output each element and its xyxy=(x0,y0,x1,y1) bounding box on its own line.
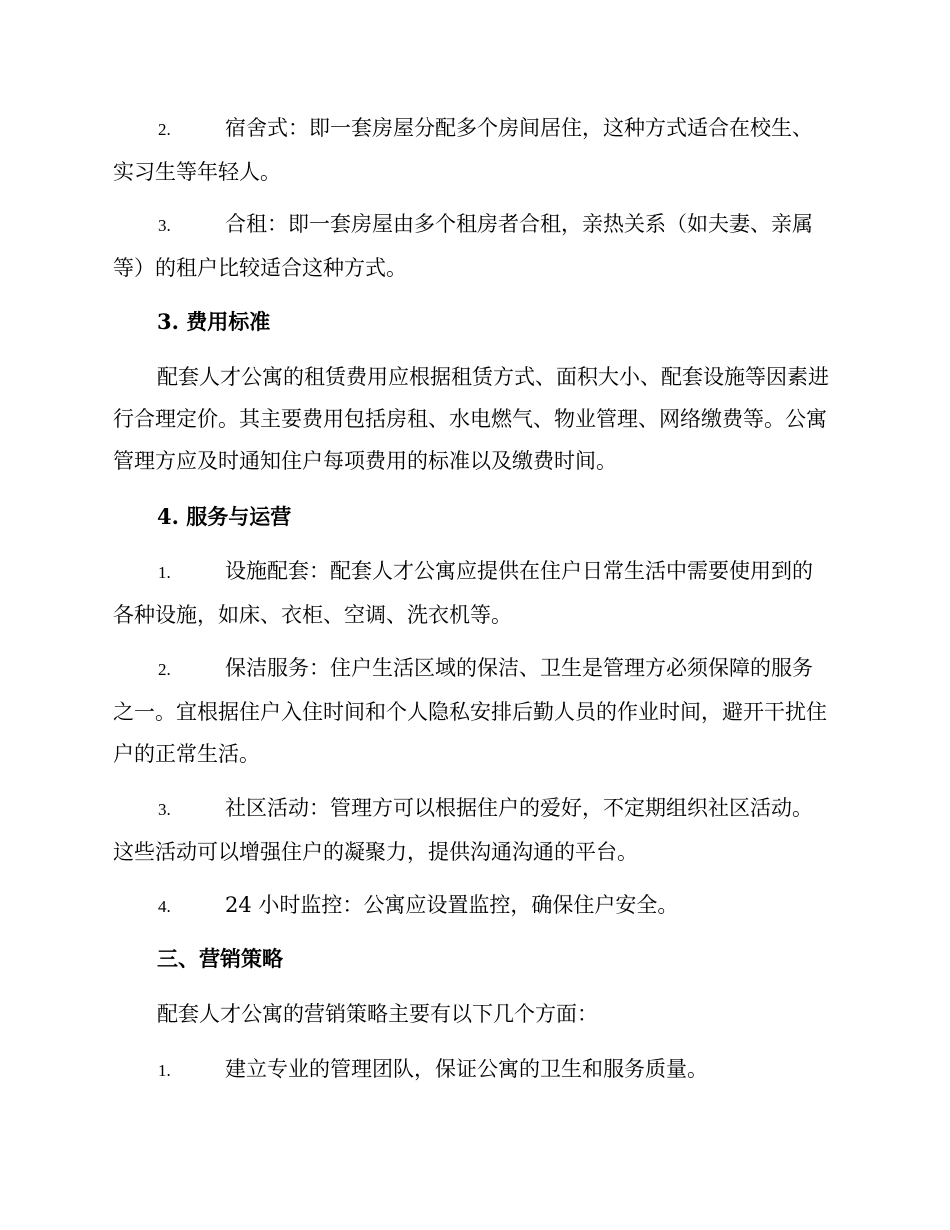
list-text: 合租：即一套房屋由多个租房者合租，亲热关系（如夫妻、亲属等）的租户比较适合这种方式。 xyxy=(113,212,813,280)
paragraph-fees: 配套人才公寓的租赁费用应根据租赁方式、面积大小、配套设施等因素进行合理定价。其主要费用包括房租、水电燃气、物业管理、网络缴费等。公寓管理方应及时通知住户每项费用的标准以及缴费时间。 xyxy=(113,365,829,473)
paragraph-marketing-intro: 配套人才公寓的营销策略主要有以下几个方面： xyxy=(157,1002,598,1026)
list-number: 3. xyxy=(158,216,171,235)
list-number: 2. xyxy=(158,660,171,679)
list-number: 3. xyxy=(158,800,171,819)
list-number: 2. xyxy=(158,120,171,139)
list-text: 建立专业的管理团队，保证公寓的卫生和服务质量。 xyxy=(225,1057,708,1081)
list-text: 设施配套：配套人才公寓应提供在住户日常生活中需要使用到的各种设施，如床、衣柜、空调、洗衣机等。 xyxy=(113,559,813,627)
list-text: 宿舍式：即一套房屋分配多个房间居住，这种方式适合在校生、实习生等年轻人。 xyxy=(113,116,813,184)
section-heading-fees: 3. 费用标准 xyxy=(157,309,271,334)
list-item xyxy=(113,1048,833,1092)
section-heading-marketing: 三、营销策略 xyxy=(157,946,283,971)
list-item xyxy=(113,884,833,928)
list-item xyxy=(113,550,833,636)
list-item xyxy=(113,647,833,775)
section-heading-service: 4. 服务与运营 xyxy=(157,504,292,529)
list-item xyxy=(113,787,833,873)
list-item xyxy=(113,107,833,193)
list-text: 社区活动：管理方可以根据住户的爱好，不定期组织社区活动。这些活动可以增强住户的凝聚力，提供沟通沟通的平台。 xyxy=(113,796,813,864)
list-text: 24 小时监控：公寓应设置监控，确保住户安全。 xyxy=(225,893,679,917)
list-item xyxy=(113,203,833,289)
list-number: 1. xyxy=(158,563,171,582)
list-number: 4. xyxy=(158,897,171,916)
list-text: 保洁服务：住户生活区域的保洁、卫生是管理方必须保障的服务之一。宜根据住户入住时间和个人隐私安排后勤人员的作业时间，避开干扰住户的正常生活。 xyxy=(113,656,827,766)
list-number: 1. xyxy=(158,1061,171,1080)
